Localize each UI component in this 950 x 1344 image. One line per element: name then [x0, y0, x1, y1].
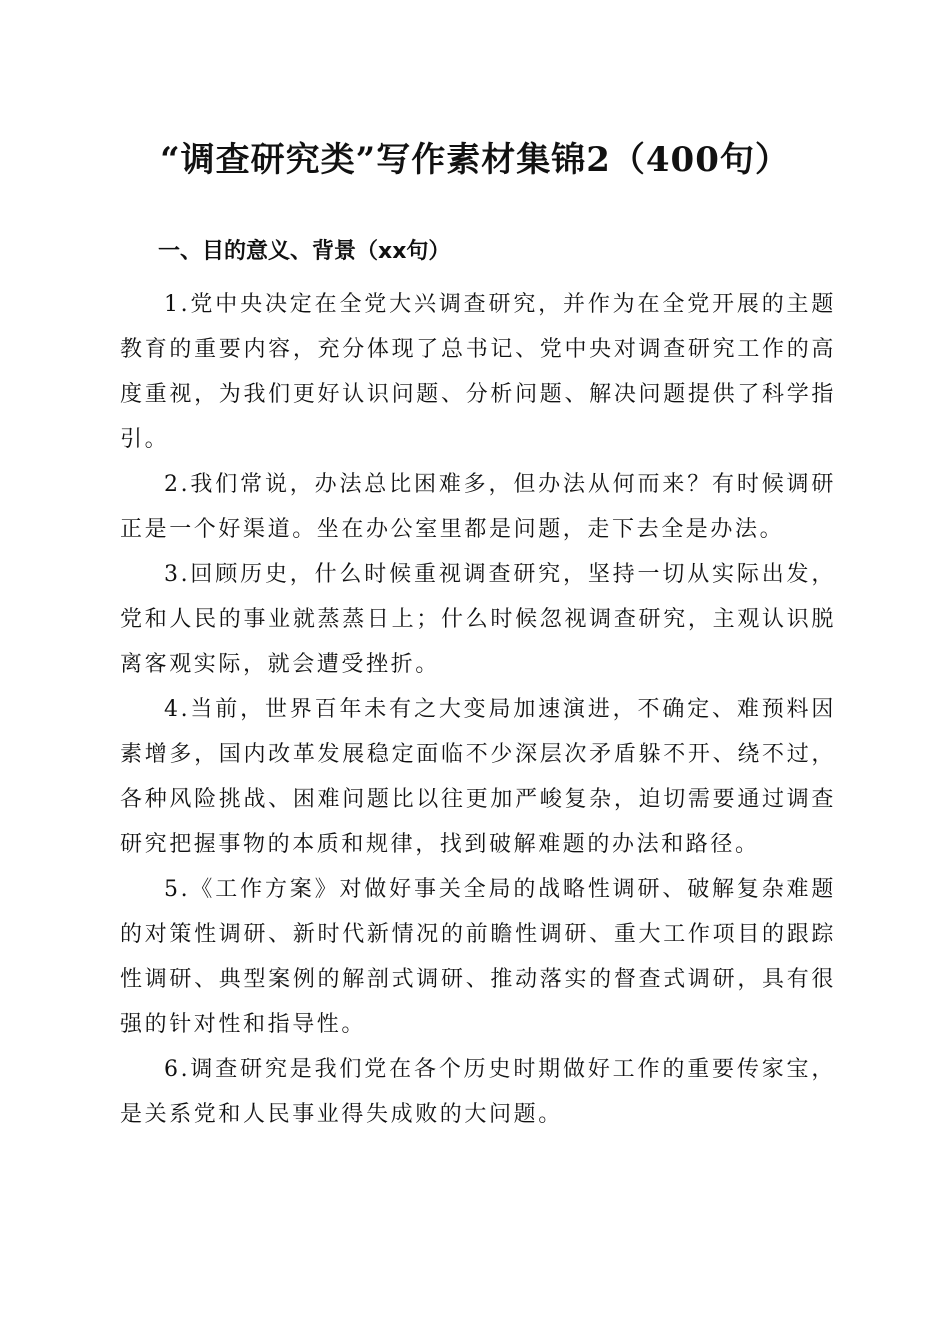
paragraph-4: 4.当前，世界百年未有之大变局加速演进，不确定、难预料因素增多，国内改革发展稳定面临不少深层次矛盾躲不开、绕不过，各种风险挑战、困难问题比以往更加严峻复杂，迫切需要通过调查研究把握事物的本质和规律，找到破解难题的办法和路径。	[120, 697, 836, 857]
document-title: “调查研究类”写作素材集锦2（400句）	[160, 140, 790, 180]
paragraph-2: 2.我们常说，办法总比困难多，但办法从何而来？有时候调研正是一个好渠道。坐在办公室里都是问题，走下去全是办法。	[120, 472, 836, 542]
section-heading: 一、目的意义、背景（xx句）	[158, 239, 451, 264]
document-body	[120, 282, 836, 1137]
paragraph-5: 5.《工作方案》对做好事关全局的战略性调研、破解复杂难题的对策性调研、新时代新情况的前瞻性调研、重大工作项目的跟踪性调研、典型案例的解剖式调研、推动落实的督查式调研，具有很强的针对性和指导性。	[120, 877, 836, 1037]
paragraph-6: 6.调查研究是我们党在各个历史时期做好工作的重要传家宝，是关系党和人民事业得失成败的大问题。	[120, 1057, 836, 1127]
paragraph-3: 3.回顾历史，什么时候重视调查研究，坚持一切从实际出发，党和人民的事业就蒸蒸日上；什么时候忽视调查研究，主观认识脱离客观实际，就会遭受挫折。	[120, 562, 836, 677]
paragraph-1: 1.党中央决定在全党大兴调查研究，并作为在全党开展的主题教育的重要内容，充分体现了总书记、党中央对调查研究工作的高度重视，为我们更好认识问题、分析问题、解决问题提供了科学指引。	[120, 292, 836, 452]
